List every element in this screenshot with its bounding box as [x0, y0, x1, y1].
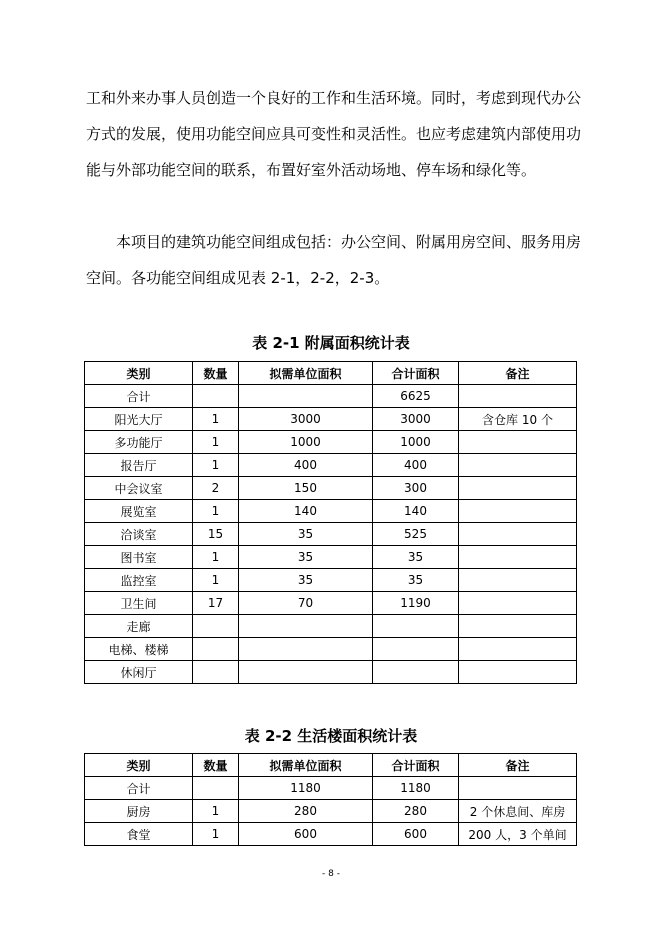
cell-quantity: 17 [193, 592, 239, 615]
cell-unit-area: 280 [239, 800, 373, 823]
cell-remarks [459, 431, 577, 454]
cell-unit-area: 140 [239, 500, 373, 523]
cell-remarks [459, 454, 577, 477]
cell-category: 走廊 [85, 615, 193, 638]
cell-quantity [193, 615, 239, 638]
cell-unit-area: 400 [239, 454, 373, 477]
cell-total-area [373, 661, 459, 684]
cell-quantity [193, 385, 239, 408]
column-header-unit-area: 拟需单位面积 [239, 754, 373, 777]
cell-quantity: 1 [193, 500, 239, 523]
table-row [85, 477, 577, 500]
cell-total-area: 525 [373, 523, 459, 546]
cell-total-area: 140 [373, 500, 459, 523]
cell-total-area: 35 [373, 569, 459, 592]
table-row [85, 431, 577, 454]
cell-unit-area [239, 661, 373, 684]
column-header-total-area: 合计面积 [373, 754, 459, 777]
cell-remarks [459, 546, 577, 569]
table-row [85, 615, 577, 638]
table-row [85, 385, 577, 408]
cell-unit-area [239, 615, 373, 638]
cell-remarks [459, 523, 577, 546]
cell-quantity: 1 [193, 569, 239, 592]
column-header-category: 类别 [85, 362, 193, 385]
cell-total-area: 1000 [373, 431, 459, 454]
cell-category: 卫生间 [85, 592, 193, 615]
column-header-remarks: 备注 [459, 754, 577, 777]
cell-quantity: 1 [193, 546, 239, 569]
cell-category: 展览室 [85, 500, 193, 523]
cell-quantity: 1 [193, 823, 239, 846]
column-header-quantity: 数量 [193, 754, 239, 777]
cell-remarks [459, 477, 577, 500]
cell-quantity [193, 661, 239, 684]
cell-total-area: 1180 [373, 777, 459, 800]
table-header-row [85, 362, 577, 385]
cell-quantity: 1 [193, 408, 239, 431]
cell-remarks [459, 592, 577, 615]
table-2-1 [84, 361, 577, 684]
cell-category: 食堂 [85, 823, 193, 846]
cell-category: 监控室 [85, 569, 193, 592]
cell-total-area: 35 [373, 546, 459, 569]
table-header-row [85, 754, 577, 777]
table-row [85, 661, 577, 684]
cell-total-area: 600 [373, 823, 459, 846]
table-row [85, 777, 577, 800]
cell-unit-area: 35 [239, 546, 373, 569]
cell-quantity: 1 [193, 800, 239, 823]
cell-category: 报告厅 [85, 454, 193, 477]
cell-remarks [459, 500, 577, 523]
table-row [85, 408, 577, 431]
table-2-2-caption: 表 2-2 生活楼面积统计表 [244, 727, 418, 745]
cell-total-area [373, 615, 459, 638]
cell-unit-area: 1000 [239, 431, 373, 454]
cell-remarks [459, 638, 577, 661]
body-paragraph-2: 本项目的建筑功能空间组成包括：办公空间、附属用房空间、服务用房空间。各功能空间组成见表 2-1，2-2，2-3。 [86, 233, 582, 287]
cell-category: 厨房 [85, 800, 193, 823]
table-2-2 [84, 753, 577, 846]
body-paragraph-1: 工和外来办事人员创造一个良好的工作和生活环境。同时，考虑到现代办公方式的发展，使用功能空间应具可变性和灵活性。也应考虑建筑内部使用功能与外部功能空间的联系，布置好室外活动场地、停车场和绿化等。 [86, 89, 582, 179]
cell-category: 中会议室 [85, 477, 193, 500]
cell-unit-area [239, 385, 373, 408]
cell-unit-area: 35 [239, 569, 373, 592]
cell-unit-area: 150 [239, 477, 373, 500]
column-header-category: 类别 [85, 754, 193, 777]
column-header-unit-area: 拟需单位面积 [239, 362, 373, 385]
table-row [85, 523, 577, 546]
cell-unit-area: 3000 [239, 408, 373, 431]
cell-total-area: 300 [373, 477, 459, 500]
column-header-remarks: 备注 [459, 362, 577, 385]
page-number: - 8 - [322, 869, 340, 879]
table-row [85, 569, 577, 592]
table-row [85, 592, 577, 615]
cell-remarks [459, 615, 577, 638]
cell-unit-area: 600 [239, 823, 373, 846]
cell-unit-area: 1180 [239, 777, 373, 800]
cell-remarks [459, 569, 577, 592]
cell-quantity [193, 638, 239, 661]
cell-remarks: 含仓库 10 个 [459, 408, 577, 431]
cell-total-area [373, 638, 459, 661]
table-row [85, 638, 577, 661]
cell-remarks [459, 661, 577, 684]
cell-unit-area: 70 [239, 592, 373, 615]
cell-quantity: 2 [193, 477, 239, 500]
cell-unit-area: 35 [239, 523, 373, 546]
table-row [85, 800, 577, 823]
cell-category: 多功能厅 [85, 431, 193, 454]
table-2-1-caption: 表 2-1 附属面积统计表 [252, 334, 410, 352]
cell-total-area: 400 [373, 454, 459, 477]
table-row [85, 500, 577, 523]
cell-total-area: 280 [373, 800, 459, 823]
cell-quantity [193, 777, 239, 800]
cell-total-area: 3000 [373, 408, 459, 431]
cell-total-area: 1190 [373, 592, 459, 615]
cell-category: 休闲厅 [85, 661, 193, 684]
cell-quantity: 1 [193, 431, 239, 454]
column-header-total-area: 合计面积 [373, 362, 459, 385]
column-header-quantity: 数量 [193, 362, 239, 385]
cell-remarks: 2 个休息间、库房 [459, 800, 577, 823]
cell-category: 电梯、楼梯 [85, 638, 193, 661]
cell-category: 洽谈室 [85, 523, 193, 546]
cell-category: 合计 [85, 777, 193, 800]
cell-unit-area [239, 638, 373, 661]
cell-quantity: 15 [193, 523, 239, 546]
cell-remarks [459, 777, 577, 800]
cell-remarks [459, 385, 577, 408]
cell-total-area: 6625 [373, 385, 459, 408]
table-row [85, 454, 577, 477]
cell-category: 合计 [85, 385, 193, 408]
table-row [85, 823, 577, 846]
cell-remarks: 200 人，3 个单间 [459, 823, 577, 846]
cell-category: 阳光大厅 [85, 408, 193, 431]
cell-category: 图书室 [85, 546, 193, 569]
cell-quantity: 1 [193, 454, 239, 477]
table-row [85, 546, 577, 569]
